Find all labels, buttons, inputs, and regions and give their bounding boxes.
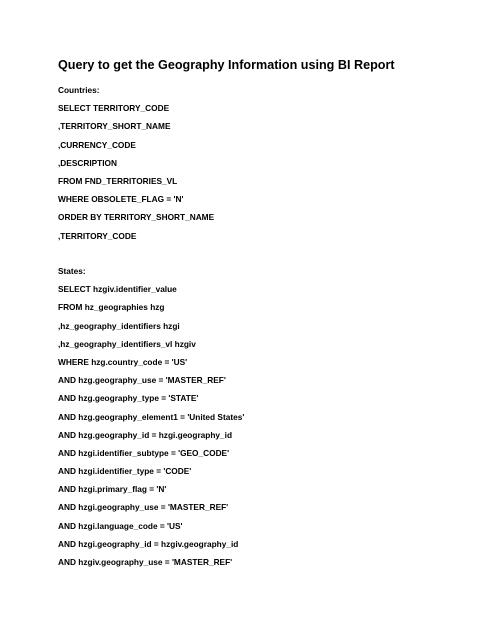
query-line: ,TERRITORY_SHORT_NAME <box>58 121 171 132</box>
page-title: Query to get the Geography Information using BI Report <box>58 58 395 72</box>
query-line: AND hzgi.primary_flag = 'N' <box>58 484 167 495</box>
query-line: SELECT hzgiv.identifier_value <box>58 284 177 295</box>
query-line: AND hzg.geography_id = hzgi.geography_id <box>58 429 233 440</box>
query-line: SELECT TERRITORY_CODE <box>58 103 170 114</box>
query-line: ,hz_geography_identifiers_vl hzgiv <box>58 338 196 349</box>
query-line: WHERE OBSOLETE_FLAG = 'N' <box>58 194 184 205</box>
query-line: AND hzg.geography_type = 'STATE' <box>58 393 199 404</box>
query-line: ,CURRENCY_CODE <box>58 139 136 150</box>
query-line: AND hzgi.geography_id = hzgiv.geography_id <box>58 538 239 549</box>
query-line: ,DESCRIPTION <box>58 157 118 168</box>
query-line: FROM FND_TERRITORIES_VL <box>58 175 178 186</box>
states-label: States: <box>58 266 86 276</box>
query-line: AND hzgi.identifier_subtype = 'GEO_CODE' <box>58 447 230 458</box>
query-line: FROM hz_geographies hzg <box>58 302 165 313</box>
query-line: AND hzgi.identifier_type = 'CODE' <box>58 466 192 477</box>
query-line: ORDER BY TERRITORY_SHORT_NAME <box>58 212 215 223</box>
countries-label: Countries: <box>58 85 100 95</box>
query-line: ,TERRITORY_CODE <box>58 230 137 241</box>
query-line: AND hzg.geography_element1 = 'United States' <box>58 411 245 422</box>
query-line: AND hzgi.geography_use = 'MASTER_REF' <box>58 502 229 513</box>
query-line: AND hzgi.language_code = 'US' <box>58 520 183 531</box>
query-line: WHERE hzg.country_code = 'US' <box>58 356 188 367</box>
states-query-section <box>58 262 478 571</box>
query-line: ,hz_geography_identifiers hzgi <box>58 320 180 331</box>
query-line: AND hzg.geography_use = 'MASTER_REF' <box>58 375 226 386</box>
query-line: AND hzgiv.geography_use = 'MASTER_REF' <box>58 557 233 567</box>
countries-query-section <box>58 81 478 245</box>
